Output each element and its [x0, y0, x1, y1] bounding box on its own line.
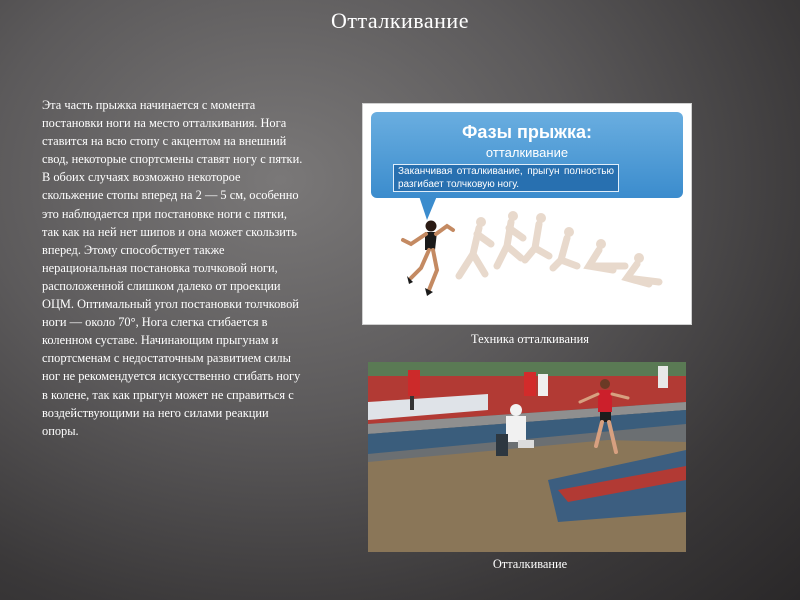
slide-title: Отталкивание [331, 8, 469, 33]
banner-note: Заканчивая отталкивание, прыгун полностью разгибает толчковую ногу. [393, 164, 619, 192]
figure-caption-photo: Отталкивание [492, 557, 568, 571]
jump-phase-figures [393, 204, 683, 316]
technique-illustration [362, 103, 692, 325]
banner-title: Фазы прыжка: [462, 122, 592, 142]
long-jump-photo [368, 362, 686, 552]
figure-caption-technique: Техника отталкивания [471, 332, 589, 346]
jumper-figure [403, 221, 453, 297]
faded-jumper-figures [459, 211, 659, 284]
phase-banner [371, 112, 683, 198]
long-jump-scene [368, 362, 686, 552]
banner-subtitle: отталкивание [485, 145, 569, 160]
body-text: Эта часть прыжка начинается с момента постановки ноги на место отталкивания. Нога ставится на всю стопу с акцентом на внешний свод, некоторые спортсмены ставят ногу с пятки. В обоих случаях возможно некоторое скольжение стопы вперед на 2 — 5 см, особенно это наблюдается при постановке ноги с пятки, так как на ней нет шипов и она может скользить вперед. Этому способствует также нерациональная постановка толчковой ноги, расположенной слишком далеко от проекции ОЦМ. Оптимальный угол постановки толчковой ноги — около 70°, Нога слегка сгибается в коленном суставе. Начинающим прыгунам и спортсменам с недостаточным развитием силы ног не рекомендуется искусственно сгибать ногу в колене, так как прыгун может не справиться с воздействующими на него силами реакции опоры. [42, 98, 303, 438]
